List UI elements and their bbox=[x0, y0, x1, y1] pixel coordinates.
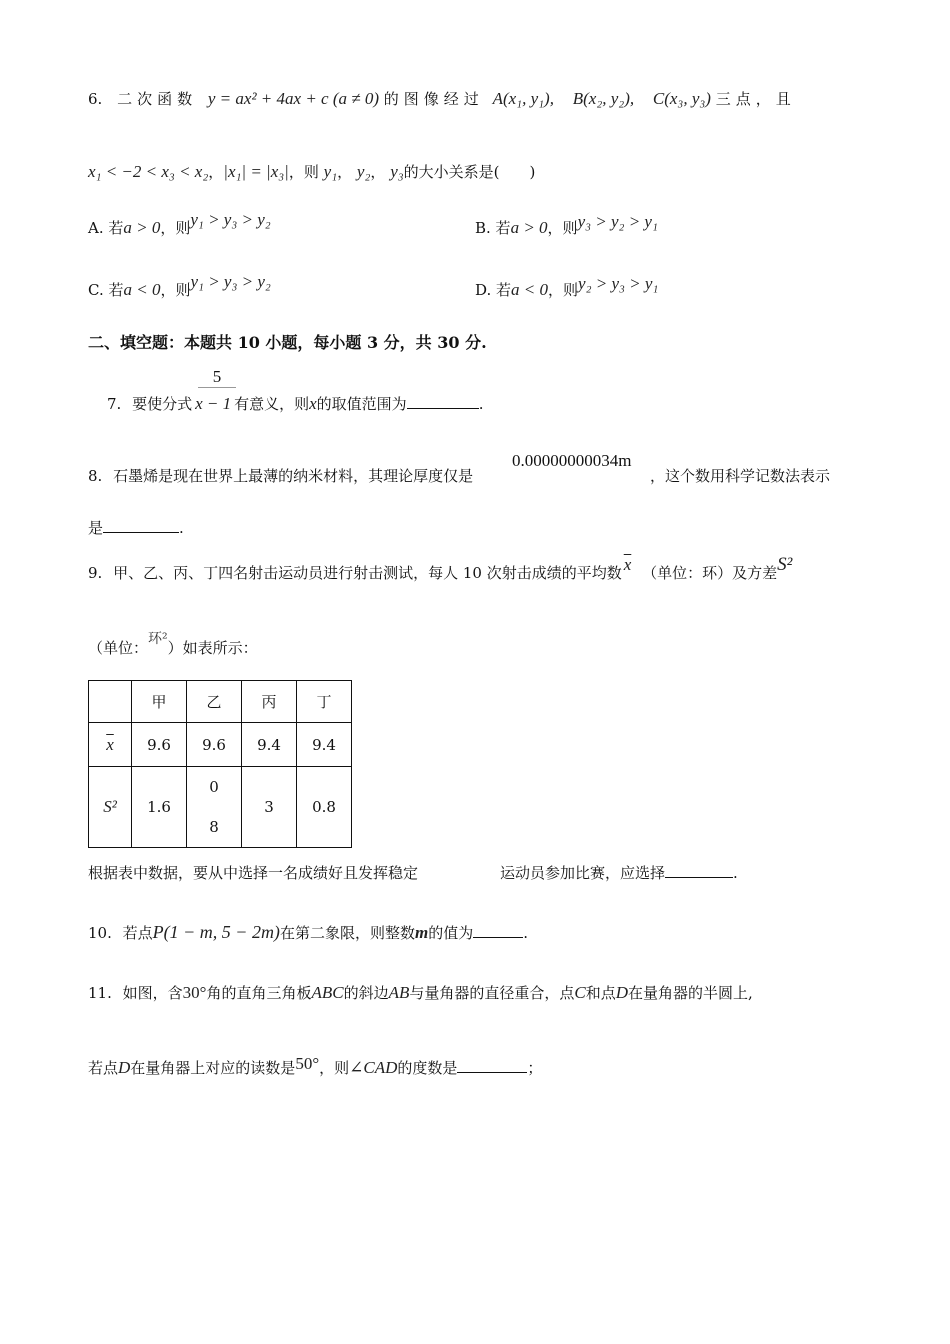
q11-triangle: ABC bbox=[311, 983, 344, 1002]
q8-tail: ，这个数用科学记数法表示 bbox=[650, 467, 831, 485]
q9-after-2-text: 运动员参加比赛，应选择 bbox=[500, 864, 666, 882]
q11-hypotenuse: AB bbox=[388, 983, 410, 1002]
q8-line2-text: 是 bbox=[88, 519, 104, 537]
q6-function: y = ax² + 4ax + c (a ≠ 0) bbox=[207, 89, 379, 108]
q8-number: 8. bbox=[88, 467, 103, 485]
q9-end: . bbox=[733, 864, 738, 882]
option-c-label: C. 若 bbox=[88, 281, 124, 299]
table-cell-line: 8 bbox=[209, 818, 219, 836]
table-row-label: S² bbox=[89, 767, 132, 848]
table-header-row bbox=[89, 681, 352, 723]
table-header-cell bbox=[89, 681, 132, 723]
table-cell: 9.6 bbox=[187, 723, 242, 767]
q8-line2 bbox=[88, 518, 184, 538]
q6-line2 bbox=[88, 162, 535, 182]
q7-end: . bbox=[478, 395, 484, 413]
q7-pre: 要使分式 bbox=[132, 395, 193, 413]
q7-post: 的取值范围为 bbox=[316, 395, 407, 413]
q11-t4: 和点 bbox=[585, 984, 616, 1002]
option-a-relation: y₁ > y₃ > y₂ bbox=[190, 210, 271, 229]
q11-line1 bbox=[88, 983, 753, 1003]
q6-option-a[interactable] bbox=[88, 210, 271, 238]
q9-line1 bbox=[88, 554, 793, 583]
q9-mean-symbol: $\overline{x}$ bbox=[623, 555, 632, 574]
q7-number: 7. bbox=[107, 395, 122, 413]
q9-answer-blank[interactable] bbox=[665, 863, 733, 878]
q11-line2-angle-cad: ∠CAD bbox=[349, 1058, 398, 1077]
option-c-condition: a < 0 bbox=[123, 280, 161, 299]
table-row bbox=[89, 723, 352, 767]
q11-t3: 与量角器的直径重合，点 bbox=[409, 984, 575, 1002]
table-cell: 9.4 bbox=[242, 723, 297, 767]
q11-line2 bbox=[88, 1054, 543, 1078]
option-b-relation: y₃ > y₂ > y₁ bbox=[577, 212, 658, 231]
option-d-mid: ，则 bbox=[548, 281, 579, 299]
table-header-cell: 丙 bbox=[242, 681, 297, 723]
section-2-heading: 二、填空题：本题共 10 小题，每小题 3 分，共 30 分. bbox=[88, 333, 487, 352]
q6-mid: 的图像经过 bbox=[383, 90, 484, 108]
option-a-mid: ，则 bbox=[160, 219, 191, 237]
q6-ask-2: 的大小关系是( ) bbox=[403, 163, 536, 181]
q7-mid: 有意义，则 bbox=[234, 395, 310, 413]
table-cell bbox=[187, 767, 242, 848]
q6-option-d[interactable] bbox=[475, 274, 659, 300]
option-a-condition: a > 0 bbox=[123, 218, 161, 237]
q9-unit-2-pre: （单位： bbox=[88, 639, 149, 657]
table-cell-line: 0 bbox=[209, 778, 219, 796]
q11-t5: 在量角器的半圆上, bbox=[628, 984, 753, 1002]
q11-end: ； bbox=[527, 1059, 543, 1077]
q11-point-c: C bbox=[574, 983, 586, 1002]
q10-post: 的值为 bbox=[428, 924, 474, 942]
q6-condition-2: |x₁| = |x₃| bbox=[223, 162, 289, 181]
table-header-cell: 甲 bbox=[132, 681, 187, 723]
option-b-mid: ，则 bbox=[547, 219, 578, 237]
q6-sep-2: ， bbox=[370, 163, 386, 181]
q6-y2: y₂ bbox=[356, 162, 371, 181]
q8-text: 石墨烯是现在世界上最薄的纳米材料，其理论厚度仅是 bbox=[113, 467, 474, 485]
q11-line2-point-d: D bbox=[118, 1058, 131, 1077]
q9-data-table bbox=[88, 680, 352, 848]
q8-end: . bbox=[179, 519, 184, 537]
q7-variable: x bbox=[309, 394, 317, 413]
q6-tail: 三点，且 bbox=[715, 90, 796, 108]
table-cell: 9.4 bbox=[297, 723, 352, 767]
q6-ask-1: ，则 bbox=[288, 163, 319, 181]
table-cell: 1.6 bbox=[132, 767, 187, 848]
q9-after-1: 根据表中数据，要从中选择一名成绩好且发挥稳定 bbox=[88, 864, 419, 882]
q6-line1 bbox=[88, 89, 796, 109]
q9-unit-2-value: 环² bbox=[148, 631, 168, 647]
table-cell: 9.6 bbox=[132, 723, 187, 767]
q7-line bbox=[107, 394, 483, 414]
q11-angle: 30° bbox=[182, 983, 207, 1002]
q9-line2 bbox=[88, 631, 258, 659]
option-a-label: A. 若 bbox=[88, 219, 124, 237]
table-row bbox=[89, 767, 352, 848]
q10-pre: 若点 bbox=[122, 924, 153, 942]
q9-variance-symbol: S² bbox=[777, 554, 793, 575]
option-b-condition: a > 0 bbox=[510, 218, 548, 237]
table-header-cell: 乙 bbox=[187, 681, 242, 723]
option-d-label: D. 若 bbox=[475, 281, 512, 299]
option-d-condition: a < 0 bbox=[511, 280, 549, 299]
q10-line bbox=[88, 922, 528, 943]
q11-line2-t3: 的度数是 bbox=[397, 1059, 458, 1077]
q11-line2-t2: ，则 bbox=[319, 1059, 350, 1077]
q6-sep-1: ， bbox=[337, 163, 353, 181]
q6-point-a: A(x₁, y₁), bbox=[492, 89, 554, 108]
q11-line2-angle: 50° bbox=[295, 1054, 320, 1073]
q6-condition-1: x₁ < −2 < x₃ < x₂ bbox=[88, 162, 209, 181]
q11-line2-pre: 若点 bbox=[88, 1059, 119, 1077]
q8-line1 bbox=[88, 466, 473, 486]
q10-end: . bbox=[523, 924, 528, 942]
q9-unit-1: （单位：环）及方差 bbox=[642, 564, 778, 582]
q7-fraction-denominator: x − 1 bbox=[195, 394, 232, 413]
table-header-cell: 丁 bbox=[297, 681, 352, 723]
q11-point-d: D bbox=[615, 983, 629, 1002]
q11-number: 11. bbox=[88, 984, 112, 1002]
q9-number: 9. bbox=[88, 564, 103, 582]
q6-y1: y₁ bbox=[323, 162, 338, 181]
option-b-label: B. 若 bbox=[475, 219, 511, 237]
q8-value: 0.00000000034m bbox=[512, 451, 632, 470]
q9-unit-2-post: ）如表所示： bbox=[167, 639, 258, 657]
q11-pre: 如图，含 bbox=[122, 984, 183, 1002]
q6-option-c[interactable] bbox=[88, 272, 271, 300]
table-row-label: $\overline{x}$ bbox=[89, 723, 132, 767]
option-c-relation: y₁ > y₃ > y₂ bbox=[190, 272, 271, 291]
q10-answer-blank[interactable] bbox=[473, 923, 523, 938]
q10-variable: m bbox=[414, 923, 429, 942]
q6-number: 6. bbox=[88, 90, 103, 108]
option-c-mid: ，则 bbox=[160, 281, 191, 299]
q6-y3: y₃ bbox=[390, 162, 404, 181]
q7-fraction-numerator: 5 bbox=[198, 367, 236, 388]
q11-line2-t1: 在量角器上对应的读数是 bbox=[130, 1059, 296, 1077]
q11-t1: 角的直角三角板 bbox=[206, 984, 312, 1002]
q6-comma: ， bbox=[208, 163, 224, 181]
q6-option-b[interactable] bbox=[475, 212, 658, 238]
table-cell: 0.8 bbox=[297, 767, 352, 848]
q10-number: 10. bbox=[88, 924, 112, 942]
q11-t2: 的斜边 bbox=[343, 984, 389, 1002]
q10-point: P(1 − m, 5 − 2m) bbox=[152, 922, 280, 942]
q8-answer-blank[interactable] bbox=[103, 518, 179, 533]
q6-lead: 二次函数 bbox=[117, 90, 198, 108]
table-cell: 3 bbox=[242, 767, 297, 848]
q7-answer-blank[interactable] bbox=[407, 394, 479, 409]
q11-answer-blank[interactable] bbox=[457, 1058, 527, 1073]
q9-after-2 bbox=[500, 863, 738, 883]
q6-point-c: C(x₃, y₃) bbox=[652, 89, 711, 108]
q6-point-b: B(x₂, y₂), bbox=[572, 89, 635, 108]
option-d-relation: y₂ > y₃ > y₁ bbox=[578, 274, 659, 293]
q10-mid: 在第二象限，则整数 bbox=[279, 924, 415, 942]
q9-text: 甲、乙、丙、丁四名射击运动员进行射击测试，每人 10 次射击成绩的平均数 bbox=[113, 564, 622, 582]
